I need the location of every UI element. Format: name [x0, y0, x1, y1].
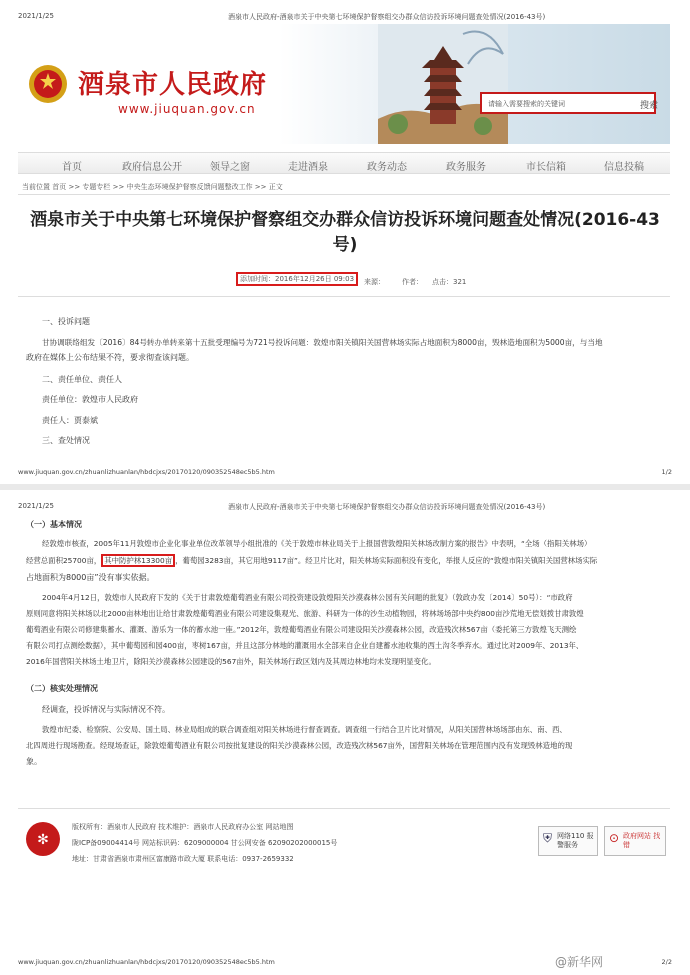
report-error-badge[interactable]	[604, 826, 666, 856]
divider	[18, 194, 670, 195]
nav-item-submit[interactable]: 信息投稿	[604, 162, 644, 173]
nav-item-home[interactable]: 首页	[62, 162, 82, 173]
paragraph: 2004年4月12日，敦煌市人民政府下发的《关于甘肃敦煌葡萄酒业有限公司投资建设敦煌阳关沙漠森林公园有关问题的批复》（敦政办发〔2014〕50号）：“市政府	[42, 593, 573, 602]
print-url: www.jiuquan.gov.cn/zhuanlizhuanlan/hbdcjxs/20170120/090352548ec5b5.htm	[18, 958, 275, 966]
print-date: 2021/1/25	[18, 502, 54, 510]
page-number: 1/2	[661, 468, 672, 476]
national-emblem-icon	[28, 62, 68, 106]
search-button[interactable]: 搜索	[640, 101, 659, 111]
highlighted-figure: 其中防护林13300亩	[101, 554, 175, 567]
nav-item-gov-info[interactable]: 政府信息公开	[122, 162, 182, 173]
xinhua-watermark: @新华网	[555, 955, 604, 969]
nav-item-mayor-mailbox[interactable]: 市长信箱	[526, 162, 566, 173]
paragraph: 北四周进行现场勘查。经现场查证，除敦煌葡萄酒业有限公司按批复建设的阳关沙漠森林公园，改造残次林567亩外，国营阳关林场在管理范围内没有发现毁林造地的现	[26, 741, 573, 750]
svg-text:✻: ✻	[37, 832, 49, 848]
police-110-badge[interactable]	[538, 826, 598, 856]
responsible-person: 责任人：贾泰斌	[42, 416, 98, 425]
print-url: www.jiuquan.gov.cn/zhuanlizhuanlan/hbdcjxs/20170120/090352548ec5b5.htm	[18, 468, 275, 476]
article-source: 来源：	[364, 278, 385, 286]
site-banner	[18, 24, 670, 144]
print-page-1	[0, 0, 690, 484]
text-span: 经营总面积25700亩，	[26, 556, 102, 565]
site-name[interactable]: 酒泉市人民政府	[78, 70, 268, 100]
shield-icon: ⛨	[543, 831, 553, 845]
main-nav	[18, 152, 670, 174]
pagoda-illustration-icon	[378, 24, 508, 144]
breadcrumb[interactable]: 当前位置 首页 >> 专题专栏 >> 中央生态环境保护督察反馈问题整改工作 >> 正文	[22, 183, 283, 191]
gov-logo-icon	[26, 822, 60, 856]
paragraph: 2016年国营阳关林场土地卫片，除阳关沙漠森林公园建设的567亩外，阳关林场行政区划内及其周边林地均未发现明显变化。	[26, 657, 436, 666]
article-clicks: 点击：321	[432, 278, 467, 286]
print-date: 2021/1/25	[18, 12, 54, 20]
text-span: ，葡萄园3283亩，其它用地9117亩”。经卫片比对，阳关林场实际面积没有变化，举报人反应的“敦煌市阳关镇阳关国营林场实际	[175, 556, 598, 565]
responsible-unit: 责任单位：敦煌市人民政府	[42, 395, 138, 404]
page-number: 2/2	[661, 958, 672, 966]
paragraph: 甘协调联络组发〔2016〕84号转办单转来第十五批受理编号为721号投诉问题：敦煌市阳关镇阳关国营林场实际占地面积为8000亩，毁林造地面积为5000亩，与当地	[42, 338, 603, 347]
publish-time: 添加时间：2016年12月26日 09:03	[236, 272, 358, 286]
footer-copyright[interactable]: 版权所有：酒泉市人民政府 技术维护：酒泉市人民政府办公室 网站地图	[72, 823, 294, 831]
footer-icp[interactable]: 陇ICP备09004414号 网站标识码：6209000004 甘公网安备 62090202000015号	[72, 839, 338, 847]
section-heading: 一、投诉问题	[42, 317, 90, 326]
paragraph: 经敦煌市核查，2005年11月敦煌市企业化事业单位改革领导小组批准的《关于敦煌市林业局关于上报国营敦煌阳关林场改制方案的报告》中表明，“全场（指阳关林场）	[42, 539, 592, 548]
badge-label: 网络110 报警服务	[557, 832, 594, 849]
nav-item-about-city[interactable]: 走进酒泉	[288, 162, 328, 173]
paragraph: 政府在媒体上公布结果不符，要求彻查该问题。	[26, 353, 194, 362]
nav-item-services[interactable]: 政务服务	[446, 162, 486, 173]
divider	[18, 808, 670, 809]
section-heading: 三、查处情况	[42, 436, 90, 445]
badge-label: 政府网站 找错	[623, 832, 661, 849]
subsection-heading: （二）核实处理情况	[26, 684, 98, 693]
search-input[interactable]: 请输入需要搜索的关键词	[480, 92, 656, 114]
site-domain: www.jiuquan.gov.cn	[118, 102, 256, 116]
print-title: 酒泉市人民政府-酒泉市关于中央第七环境保护督察组交办群众信访投诉环境问题查处情况(2016-43号)	[228, 13, 546, 21]
paragraph: 原则同意将阳关林场以北2000亩林地出让给甘肃敦煌葡萄酒业有限公司建设集观光、旅游、科研为一体的沙生动植物园，将林场场部中央约800亩沙荒地无偿划拨甘肃敦煌	[26, 609, 584, 618]
paragraph	[26, 555, 676, 566]
paragraph: 有限公司打点测绘数据），其中葡萄园和园400亩，枣树167亩，并且这部分林地的灌溉用水全部来自企业自建蓄水池收集的西土沟冬季弃水。通过比对2009年、2013年、	[26, 641, 584, 650]
subsection-heading: （一）基本情况	[26, 520, 82, 529]
divider	[18, 296, 670, 297]
paragraph: 经调查，投诉情况与实际情况不符。	[42, 705, 170, 714]
section-heading: 二、责任单位、责任人	[42, 375, 122, 384]
nav-item-news[interactable]: 政务动态	[367, 162, 407, 173]
nav-item-leaders[interactable]: 领导之窗	[210, 162, 250, 173]
footer-address: 地址：甘肃省酒泉市肃州区富康路市政大厦 联系电话：0937-2659332	[72, 855, 294, 863]
paragraph: 占地面积为8000亩”没有事实依据。	[26, 573, 155, 582]
print-title: 酒泉市人民政府-酒泉市关于中央第七环境保护督察组交办群众信访投诉环境问题查处情况(2016-43号)	[228, 503, 546, 511]
paragraph: 象。	[26, 757, 42, 766]
magnifier-icon: ⊙	[609, 831, 620, 845]
article-author: 作者：	[402, 278, 423, 286]
paragraph: 敦煌市纪委、检察院、公安局、国土局、林业局组成的联合调查组对阳关林场进行督查调查。调查组一行结合卫片比对情况，从阳关国营林场场部由东、南、西、	[42, 725, 567, 734]
article-title: 酒泉市关于中央第七环境保护督察组交办群众信访投诉环境问题查处情况(2016-43号)	[30, 210, 660, 255]
paragraph: 葡萄酒业有限公司修建集蓄水、灌溉、游乐为一体的蓄水池一座。”2012年，敦煌葡萄酒业有限公司建设阳关沙漠森林公园，改造残次林567亩（委托第三方敦煌飞天测绘	[26, 625, 577, 634]
